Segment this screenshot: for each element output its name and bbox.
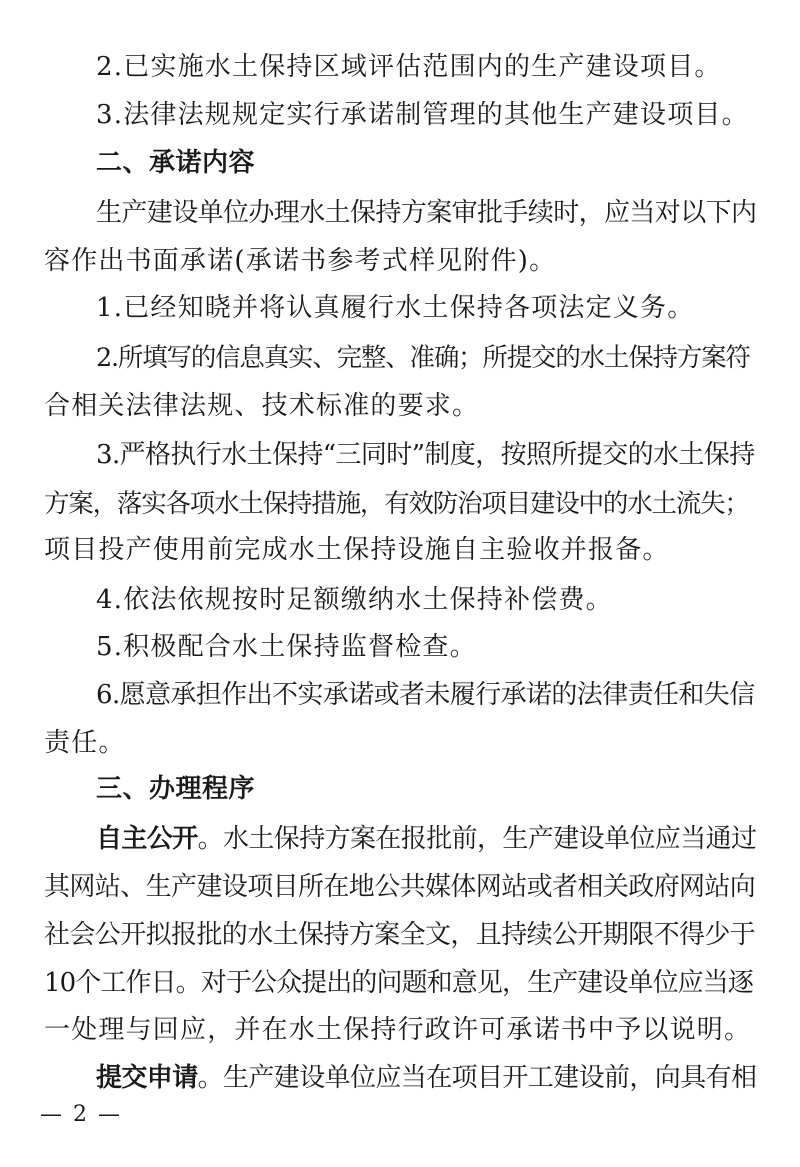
paragraph-line	[96, 822, 756, 856]
list-item: 2.已实施水土保持区域评估范围内的生产建设项目。	[96, 52, 722, 82]
list-item: 1.已经知晓并将认真履行水土保持各项法定义务。	[96, 293, 695, 323]
list-item: 5.积极配合水土保持监督检查。	[96, 632, 477, 662]
paragraph-text: 。生产建设单位应当在项目开工建设前，向具有相	[197, 1063, 757, 1093]
paragraph-line: 一处理与回应，并在水土保持行政许可承诺书中予以说明。	[44, 1015, 752, 1045]
paragraph-line: 10个工作日。对于公众提出的问题和意见，生产建设单位应当逐	[44, 968, 753, 998]
list-item: 3.法律法规规定实行承诺制管理的其他生产建设项目。	[96, 100, 749, 130]
list-item: 3.严格执行水土保持“三同时”制度，按照所提交的水土保持	[96, 440, 755, 470]
paragraph-line: 生产建设单位办理水土保持方案审批手续时，应当对以下内	[96, 198, 757, 228]
paragraph-line	[96, 1061, 756, 1095]
list-item-continuation: 合相关法律法规、技术标准的要求。	[44, 391, 480, 421]
paragraph-lead-self-disclosure: 自主公开	[96, 824, 198, 854]
list-item: 6.愿意承担作出不实承诺或者未履行承诺的法律责任和失信	[96, 680, 755, 710]
list-item-continuation: 项目投产使用前完成水土保持设施自主验收并报备。	[44, 535, 670, 565]
list-item: 2.所填写的信息真实、完整、准确；所提交的水土保持方案符	[96, 343, 750, 373]
list-item-continuation: 方案，落实各项水土保持措施，有效防治项目建设中的水土流失；	[44, 489, 749, 519]
list-item-continuation: 责任。	[44, 728, 126, 758]
paragraph-line: 社会公开拟报批的水土保持方案全文，且持续公开期限不得少于	[44, 920, 756, 950]
section-heading-commitment-content: 二、承诺内容	[96, 148, 256, 178]
paragraph-text: 。水土保持方案在报批前，生产建设单位应当通过	[197, 824, 757, 854]
page-number: — 2 —	[40, 1102, 122, 1127]
paragraph-line: 其网站、生产建设项目所在地公共媒体网站或者相关政府网站向	[44, 872, 756, 902]
section-heading-procedure: 三、办理程序	[96, 774, 256, 804]
paragraph-lead-submit-application: 提交申请	[96, 1063, 198, 1093]
paragraph-line: 容作出书面承诺(承诺书参考式样见附件)。	[44, 246, 557, 276]
list-item: 4.依法依规按时足额缴纳水土保持补偿费。	[96, 585, 613, 615]
